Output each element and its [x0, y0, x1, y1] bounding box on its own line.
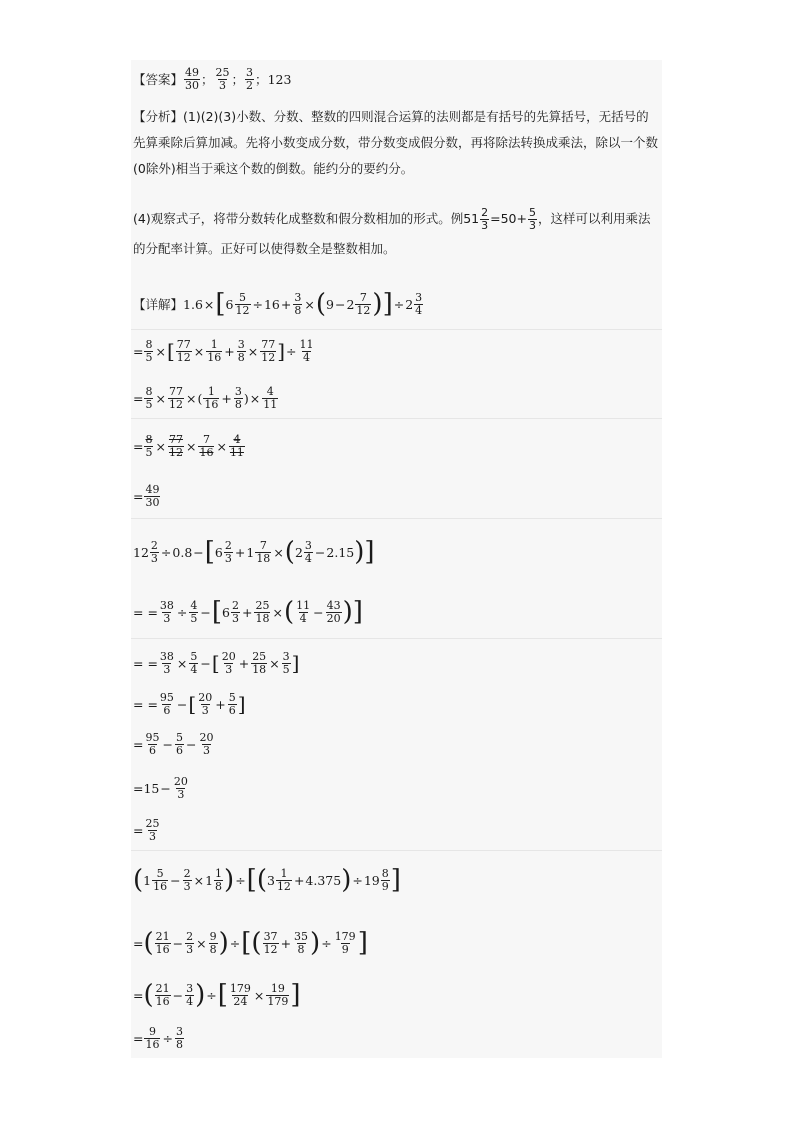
- detail-step-6: = = $\frac{95}{6}$ − [ $\frac{20}{3}$ + $\frac{5}{6}$ ]: [133, 690, 246, 717]
- detail-step-1: = $\frac{8}{5}$ × [ $\frac{77}{12}$ × $\frac{1}{16}$ + $\frac{3}{8}$ × $\frac{77}{12}$ ] ÷ $\frac{11}{4}$: [133, 337, 314, 364]
- answer-line: 【答案】 $\frac{49}{30}$ ； $\frac{25}{3}$ ； $\frac{3}{2}$ ； 123: [133, 65, 292, 92]
- detail-line-1: 【详解】 1.6 × [ 6 $\frac{5}{12}$ ÷ 16 + $\frac{3}{8}$ × ( 9 − 2 $\frac{7}{12}$ ) ] ÷ 2 $\frac{3}{4}$: [133, 289, 423, 319]
- analysis-p2: (4)观察式子，将带分数转化成整数和假分数相加的形式。例51 $\frac{2}{3}$ =50+ $\frac{5}{3}$ ，这样可以利用乘法的分配率计算。正好可以使得数全是整数相加。: [133, 206, 651, 256]
- detail-step-5: = = $\frac{38}{3}$ × $\frac{5}{4}$ − [ $\frac{20}{3}$ + $\frac{25}{18}$ × $\frac{3}{5}$ ]: [133, 649, 300, 676]
- detail-result-1: = $\frac{49}{30}$: [133, 482, 160, 509]
- detail-step-8: = 15 − $\frac{20}{3}$: [133, 774, 188, 801]
- answer-label: 【答案】: [133, 72, 184, 87]
- answer-2: $\frac{25}{3}$: [215, 65, 230, 92]
- detail-line-2: 12 $\frac{2}{3}$ ÷ 0.8 − [ 6 $\frac{2}{3}$ + 1 $\frac{7}{18}$ × ( 2 $\frac{3}{4}$ − 2.15 ) ]: [133, 537, 375, 567]
- detail-result-2: = $\frac{25}{3}$: [133, 816, 160, 843]
- detail-step-4: = = $\frac{38}{3}$ ÷ $\frac{4}{5}$ − [ 6 $\frac{2}{3}$ + $\frac{25}{18}$ × ( $\frac{11}{4}$ − $\frac{43}{20}$ ) ]: [133, 597, 363, 627]
- detail-step-10: = ( $\frac{21}{16}$ − $\frac{3}{4}$ ) ÷ [ $\frac{179}{24}$ × $\frac{19}{179}$ ]: [133, 980, 301, 1010]
- detail-step-11: = $\frac{9}{16}$ ÷ $\frac{3}{8}$: [133, 1024, 183, 1051]
- detail-step-3: = $\frac{8}{5}$ × $\frac{77}{12}$ × $\frac{7}{16}$ × $\frac{4}{11}$: [133, 432, 244, 459]
- detail-step-7: = $\frac{95}{6}$ − $\frac{5}{6}$ − $\frac{20}{3}$: [133, 730, 214, 757]
- answer-1: $\frac{49}{30}$: [185, 65, 200, 92]
- detail-step-9: = ( $\frac{21}{16}$ − $\frac{2}{3}$ × $\frac{9}{8}$ ) ÷ [ ( $\frac{37}{12}$ + $\frac{35}{8}$ ) ÷ $\frac{179}{9}$ ]: [133, 928, 368, 958]
- answer-4: 123: [267, 71, 292, 87]
- detail-line-3: ( 1 $\frac{5}{16}$ − $\frac{2}{3}$ × 1 $\frac{1}{8}$ ) ÷ [ ( 3 $\frac{1}{12}$ + 4.375 ) ÷ 19 $\frac{8}{9}$ ]: [133, 865, 401, 895]
- detail-step-2: = $\frac{8}{5}$ × $\frac{77}{12}$ × ( $\frac{1}{16}$ + $\frac{3}{8}$ ) × $\frac{4}{11}$: [133, 384, 278, 411]
- answer-3: $\frac{3}{2}$: [246, 65, 254, 92]
- analysis-p1: 【分析】(1)(2)(3)小数、分数、整数的四则混合运算的法则都是有括号的先算括号，无括号的先算乘除后算加减。先将小数变成分数，带分数变成假分数，再将除法转换成乘法，除以一个数(0除外)相当于乘这个数的倒数。能约分的要约分。: [133, 109, 659, 176]
